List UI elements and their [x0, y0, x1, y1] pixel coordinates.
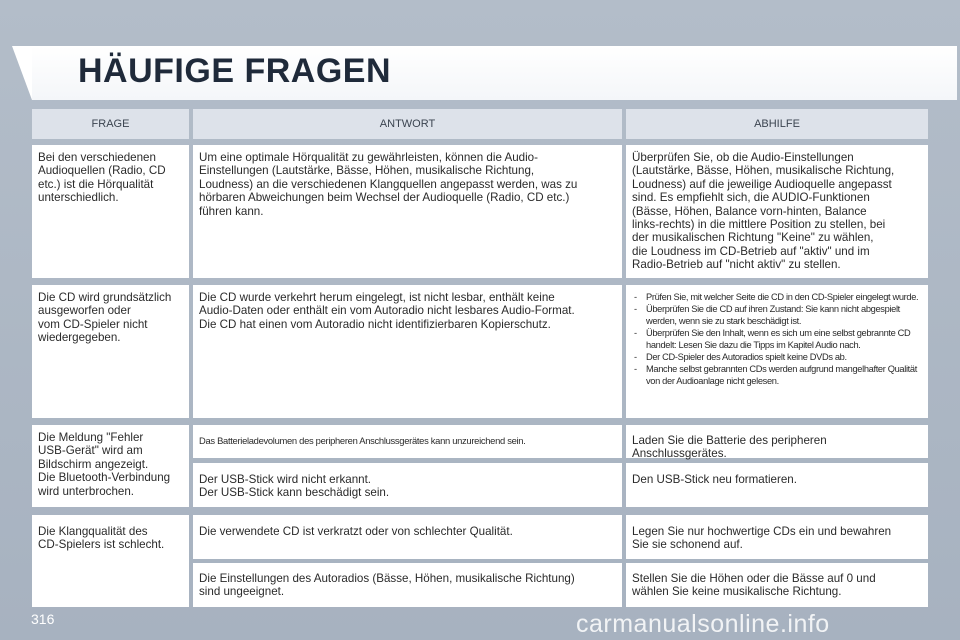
- row3-frage: Die Meldung "Fehler USB-Gerät" wird am Bildschirm angezeigt. Die Bluetooth-Verbindung wird unterbrochen.: [32, 425, 189, 507]
- row4a-antwort: Die verwendete CD ist verkratzt oder von schlechter Qualität.: [193, 515, 622, 559]
- header-frage: FRAGE: [32, 109, 189, 139]
- row3b-antwort: Der USB-Stick wird nicht erkannt. Der USB-Stick kann beschädigt sein.: [193, 463, 622, 507]
- header-antwort: ANTWORT: [193, 109, 622, 139]
- row4b-antwort: Die Einstellungen des Autoradios (Bässe, Höhen, musikalische Richtung) sind ungeeignet.: [193, 563, 622, 607]
- list-item: - Überprüfen Sie den Inhalt, wenn es sich um eine selbst gebrannte CD handelt: Lesen Sie dazu die Tipps im Kapitel Audio nach.: [632, 327, 922, 351]
- list-item: - Manche selbst gebrannten CDs werden aufgrund mangelhafter Qualität von der Audioanlage nicht gelesen.: [632, 363, 922, 387]
- page-title: HÄUFIGE FRAGEN: [78, 52, 391, 90]
- list-item: - Überprüfen Sie die CD auf ihren Zustand: Sie kann nicht abgespielt werden, wenn sie zu stark beschädigt ist.: [632, 303, 922, 327]
- row3a-antwort: Das Batterieladevolumen des peripheren Anschlussgerätes kann unzureichend sein.: [193, 425, 622, 458]
- row1-antwort: Um eine optimale Hörqualität zu gewährleisten, können die Audio- Einstellungen (Lautstärke, Bässe, Höhen, musikalische Richtung, Loudness) an die verschiedenen Klangquellen angepasst werden, was zu hörbaren Abweichungen beim Wechsel der Audioquelle (Radio, CD etc.) führen kann.: [193, 145, 622, 278]
- row3a-abhilfe: Laden Sie die Batterie des peripheren Anschlussgerätes.: [626, 425, 928, 458]
- row3b-abhilfe: Den USB-Stick neu formatieren.: [626, 463, 928, 507]
- row4b-abhilfe: Stellen Sie die Höhen oder die Bässe auf 0 und wählen Sie keine musikalische Richtung.: [626, 563, 928, 607]
- row2-antwort: Die CD wurde verkehrt herum eingelegt, ist nicht lesbar, enthält keine Audio-Daten oder enthält ein vom Autoradio nicht lesbares Audio-Format. Die CD hat einen vom Autoradio nicht identifizierbaren Kopierschutz.: [193, 285, 622, 418]
- row1-frage: Bei den verschiedenen Audioquellen (Radio, CD etc.) ist die Hörqualität unterschiedlich.: [32, 145, 189, 278]
- header-abhilfe: ABHILFE: [626, 109, 928, 139]
- page-number: 316: [31, 611, 55, 627]
- row2-abhilfe: [626, 285, 928, 418]
- list-item: - Der CD-Spieler des Autoradios spielt keine DVDs ab.: [632, 351, 922, 363]
- list-item: - Prüfen Sie, mit welcher Seite die CD in den CD-Spieler eingelegt wurde.: [632, 291, 922, 303]
- row4-frage: Die Klangqualität des CD-Spielers ist schlecht.: [32, 515, 189, 607]
- watermark: carmanualsonline.info: [576, 610, 830, 638]
- row2-frage: Die CD wird grundsätzlich ausgeworfen oder vom CD-Spieler nicht wiedergegeben.: [32, 285, 189, 418]
- row4a-abhilfe: Legen Sie nur hochwertige CDs ein und bewahren Sie sie schonend auf.: [626, 515, 928, 559]
- row2-abhilfe-list: [632, 291, 922, 387]
- row1-abhilfe: Überprüfen Sie, ob die Audio-Einstellungen (Lautstärke, Bässe, Höhen, musikalische Richtung, Loudness) auf die jeweilige Audioquelle angepasst sind. Es empfiehlt sich, die AUDIO-Funktionen (Bässe, Höhen, Balance vorn-hinten, Balance links-rechts) in die mittlere Position zu stellen, bei der musikalischen Richtung "Keine" zu wählen, die Loudness im CD-Betrieb auf "aktiv" und im Radio-Betrieb auf "nicht aktiv" zu stellen.: [626, 145, 928, 278]
